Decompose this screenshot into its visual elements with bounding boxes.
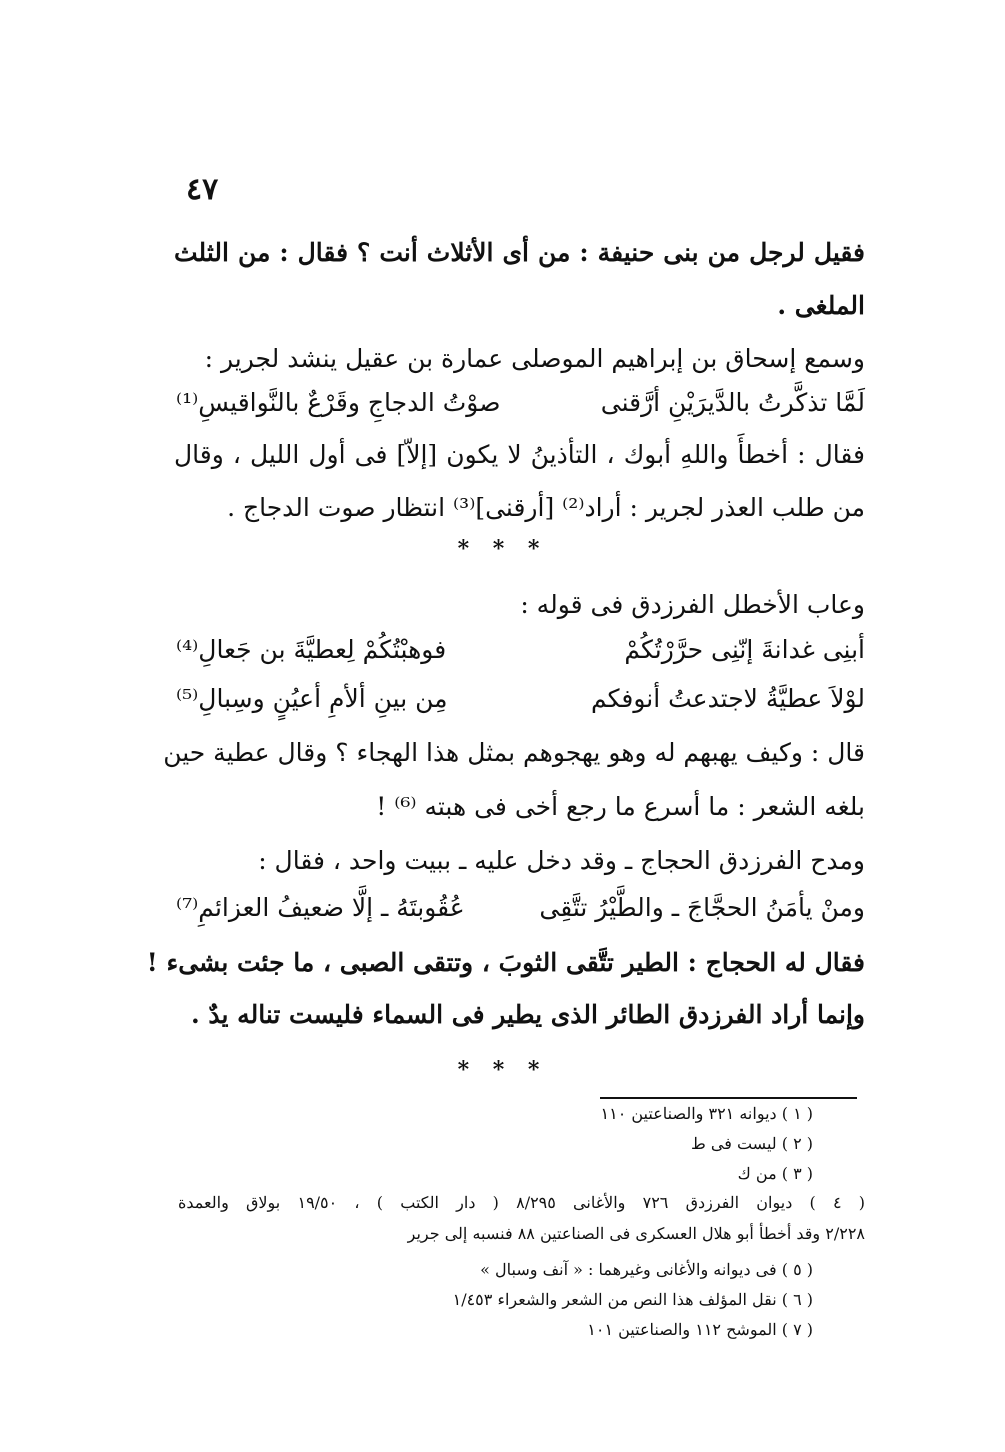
verse-3 <box>176 684 865 724</box>
section-divider-stars-2: * * * <box>457 1057 548 1083</box>
verse-4-second-hemistich: عُقُوبتَهُ ـ إلَّا ضعيفُ العزائمِ⁽⁷⁾ <box>176 893 465 922</box>
verse-3-first-hemistich: لوْلاَ عطيَّةُ لاجتدعتُ أنوفكم <box>590 684 865 713</box>
body-line-10: فقال له الحجاج : الطير تتَّقى الثوبَ ، وتتقى الصبى ، ما جئت بشىء ! <box>146 948 865 977</box>
footnote-4: ( ٤ ) ديوان الفرزدق ٧٢٦ والأغانى ٨/٢٩٥ ( دار الكتب ) ، ١٩/٥٠ بولاق والعمدة <box>178 1193 866 1212</box>
verse-4 <box>176 893 865 933</box>
verse-2-first-hemistich: أبنِى غدانةَ إنّنِى حرَّرْتُكُمْ <box>624 635 865 664</box>
footnote-4-continuation: ٢/٢٢٨ وقد أخطأ أبو هلال العسكرى فى الصناعتين ٨٨ فنسبه إلى جرير <box>407 1224 865 1243</box>
page-number: ٤٧ <box>186 172 219 207</box>
body-line-8: بلغه الشعر : ما أسرع ما رجع أخى فى هبته ⁽⁶⁾ ! <box>376 792 865 821</box>
footnote-2: ( ٢ ) ليست فى ط <box>691 1134 813 1153</box>
body-line-5: من طلب العذر لجرير : أراد⁽²⁾ [أرقنى]⁽³⁾ انتظار صوت الدجاج . <box>227 493 865 522</box>
verse-4-first-hemistich: ومنْ يأمَنُ الحجَّاجَ ـ والطَّيْرُ تتَّقِى <box>539 893 865 922</box>
footnote-separator <box>600 1097 857 1099</box>
body-line-9: ومدح الفرزدق الحجاج ـ وقد دخل عليه ـ ببيت واحد ، فقال : <box>258 846 865 875</box>
section-divider-stars: * * * <box>457 536 548 562</box>
verse-1-second-hemistich: صوْتُ الدجاجِ وقَرْعٌ بالنَّواقيسِ⁽¹⁾ <box>176 388 501 417</box>
body-line-11: وإنما أراد الفرزدق الطائر الذى يطير فى السماء فليست تناله يدٌ . <box>190 1000 865 1029</box>
footnote-3: ( ٣ ) من ك <box>737 1164 813 1183</box>
footnote-1: ( ١ ) ديوانه ٣٢١ والصناعتين ١١٠ <box>600 1104 813 1123</box>
footnote-7: ( ٧ ) الموشح ١١٢ والصناعتين ١٠١ <box>587 1320 813 1339</box>
body-line-2: الملغى . <box>777 291 865 320</box>
verse-1 <box>176 388 865 428</box>
footnote-5: ( ٥ ) فى ديوانه والأغانى وغيرهما : « آنف وسبال » <box>480 1260 813 1279</box>
footnote-6: ( ٦ ) نقل المؤلف هذا النص من الشعر والشعراء ١/٤٥٣ <box>452 1290 813 1309</box>
body-line-1: فقيل لرجل من بنى حنيفة : من أى الأثلاث أنت ؟ فقال : من الثلث <box>174 238 865 267</box>
body-line-7: قال : وكيف يهبهم له وهو يهجوهم بمثل هذا الهجاء ؟ وقال عطية حين <box>163 738 865 767</box>
body-line-3: وسمع إسحاق بن إبراهيم الموصلى عمارة بن عقيل ينشد لجرير : <box>204 344 865 373</box>
body-line-6: وعاب الأخطل الفرزدق فى قوله : <box>520 590 865 619</box>
verse-3-second-hemistich: مِن بينِ ألأمِ أعيُنٍ وسِبالِ⁽⁵⁾ <box>176 684 448 713</box>
verse-1-first-hemistich: لَمَّا تذكَّرتُ بالدَّيرَيْنِ أرَّقنى <box>600 388 865 417</box>
body-line-4: فقال : أخطأَ واللهِ أبوك ، التأذينُ لا يكون [إلاّ] فى أول الليل ، وقال <box>174 440 865 469</box>
verse-2 <box>176 635 865 675</box>
verse-2-second-hemistich: فوهبْتُكُمْ لِعطيَّةَ بن جَعالِ⁽⁴⁾ <box>176 635 447 664</box>
